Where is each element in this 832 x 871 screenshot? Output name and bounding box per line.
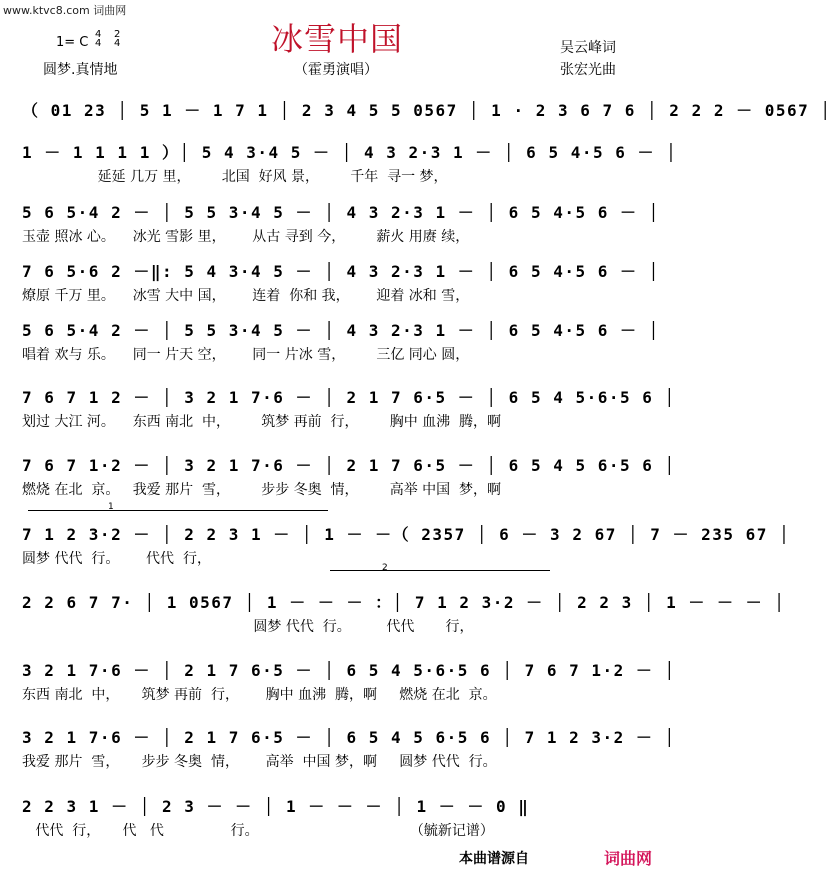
lyricist: 吴云峰词 [560, 40, 616, 56]
lyrics-row: 东西 南北 中， 筑梦 再前 行， 胸中 血沸 腾，啊 燃烧 在北 京。 [22, 687, 497, 703]
lyrics-row: 代代 行， 代 代 行。 （毓新记谱） [22, 823, 494, 839]
notation-row: 7 1 2 3·2 － │ 2 2 3 1 － │ 1 － －（ 2357 │ 6 － 3 2 67 │ 7 － 235 67 │ [22, 525, 791, 544]
lyrics-row: 圆梦 代代 行。 代代 行， [22, 551, 211, 567]
footer-logo: 词曲网 [604, 849, 653, 868]
singer: （霍勇演唱） [294, 62, 378, 78]
volta-1-label: 1 [108, 502, 114, 512]
notation-row: 2 2 6 7 7· │ 1 0567 │ 1 － － － ：│ 7 1 2 3·2 － │ 2 2 3 │ 1 － － － │ [22, 593, 786, 612]
notation-row: 7 6 7 1 2 － │ 3 2 1 7·6 － │ 2 1 7 6·5 － │ 6 5 4 5·6·5 6 │ [22, 388, 676, 407]
notation-row: 3 2 1 7·6 － │ 2 1 7 6·5 － │ 6 5 4 5·6·5 6 │ 7 6 7 1·2 － │ [22, 661, 676, 680]
lyrics-row: 划过 大江 河。 东西 南北 中， 筑梦 再前 行， 胸中 血沸 腾，啊 [22, 414, 502, 430]
volta-2-label: 2 [382, 563, 388, 573]
volta-1-bracket [28, 510, 328, 511]
notation-row: 5 6 5·4 2 － │ 5 5 3·4 5 － │ 4 3 2·3 1 － │ 6 5 4·5 6 － │ [22, 321, 660, 340]
lyrics-row: 玉壶 照冰 心。 冰光 雪影 里， 从古 寻到 今， 薪火 用赓 续， [22, 229, 470, 245]
notation-row: 1 － 1 1 1 1 ）│ 5 4 3·4 5 － │ 4 3 2·3 1 － │ 6 5 4·5 6 － │ [22, 143, 678, 162]
notation-row: 7 6 7 1·2 － │ 3 2 1 7·6 － │ 2 1 7 6·5 － │ 6 5 4 5 6·5 6 │ [22, 456, 676, 475]
lyrics-row: 燎原 千万 里。 冰雪 大中 国， 连着 你和 我， 迎着 冰和 雪， [22, 288, 470, 304]
notation-row: 5 6 5·4 2 － │ 5 5 3·4 5 － │ 4 3 2·3 1 － │ 6 5 4·5 6 － │ [22, 203, 660, 222]
notation-row: 7 6 5·6 2 －‖: 5 4 3·4 5 － │ 4 3 2·3 1 － │ 6 5 4·5 6 － │ [22, 262, 660, 281]
subtitle: 圆梦.真情地 [43, 62, 118, 78]
time-signature-2-4: 2 4 [114, 29, 121, 49]
lyrics-row: 圆梦 代代 行。 代代 行， [22, 619, 474, 635]
lyrics-row: 唱着 欢与 乐。 同一 片天 空， 同一 片冰 雪， 三亿 同心 圆， [22, 347, 470, 363]
lyrics-row: 燃烧 在北 京。 我爱 那片 雪， 步步 冬奥 情， 高举 中国 梦，啊 [22, 482, 502, 498]
notation-row: 3 2 1 7·6 － │ 2 1 7 6·5 － │ 6 5 4 5 6·5 6 │ 7 1 2 3·2 － │ [22, 728, 676, 747]
site-watermark: www.ktvc8.com 词曲网 [3, 4, 127, 17]
composer: 张宏光曲 [560, 62, 616, 78]
song-title: 冰雪中国 [270, 20, 403, 58]
lyrics-row: 我爱 那片 雪， 步步 冬奥 情， 高举 中国 梦，啊 圆梦 代代 行。 [22, 754, 497, 770]
volta-2-bracket [330, 570, 550, 571]
footer-source: 本曲谱源自 [459, 851, 529, 867]
key-signature: 1= C [56, 35, 89, 50]
lyrics-row: 延延 几万 里， 北国 好风 景， 千年 寻一 梦， [22, 169, 448, 185]
time-signature-4-4: 4 4 [95, 29, 102, 49]
notation-row: （ 01 23 │ 5 1 － 1 7 1 │ 2 3 4 5 5 0567 │ 1 · 2 3 6 7 6 │ 2 2 2 － 0567 │ [22, 101, 832, 120]
notation-row: 2 2 3 1 － │ 2 3 － － │ 1 － － － │ 1 － － 0 ‖ [22, 797, 530, 816]
